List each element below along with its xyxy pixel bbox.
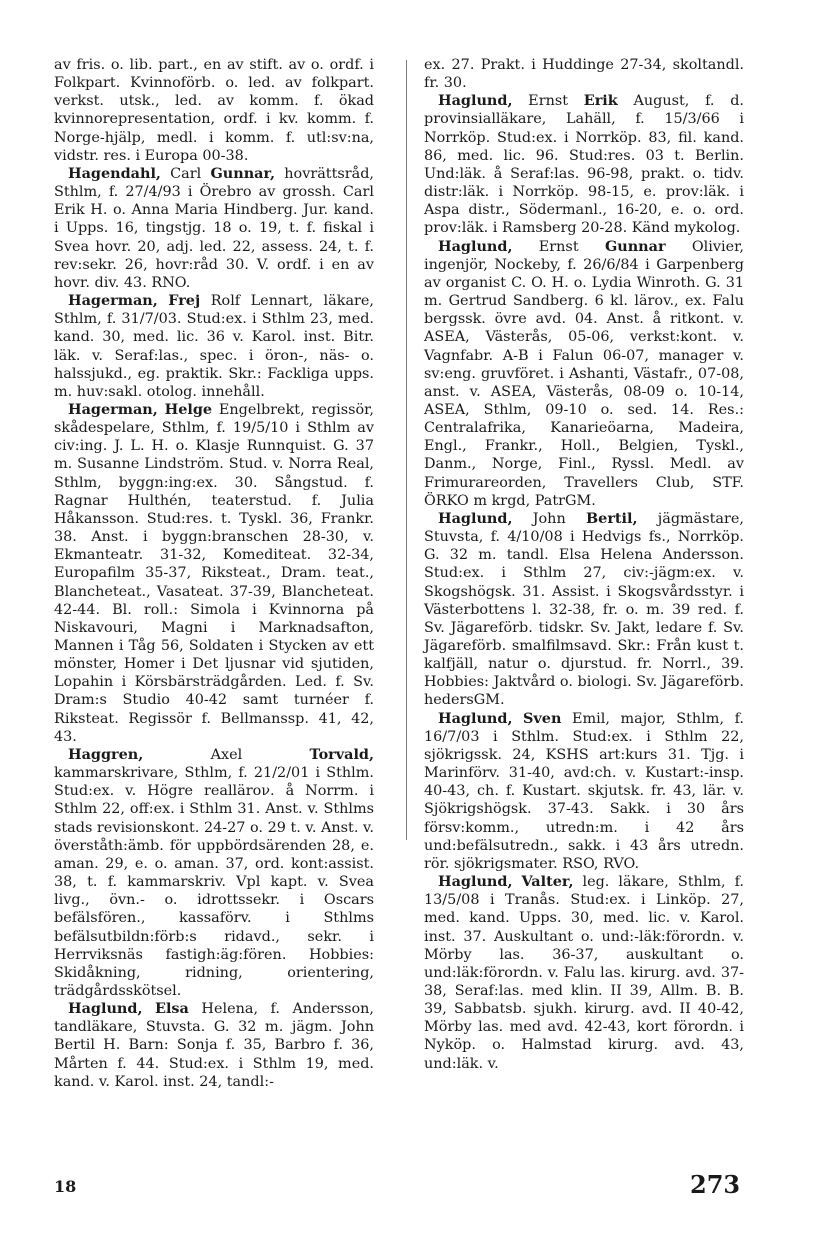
entry-firstname: Ernst — [512, 93, 584, 110]
entry-firstname — [158, 402, 165, 418]
entry-text: hovrättsråd, Sthlm, f. 27/4/93 i Örebro av grossh. Carl Erik H. o. Anna Maria Hindberg. Jur. kand. i Upps. 16, tingstjg. 18 o. 19, t. f. fiskal i Svea hovr. 20, adj. led. 22, assess. 24, t. f. rev:sekr. 26, hovr:råd 30. V. ordf. i en av hovr. div. 43. RNO. — [54, 165, 374, 291]
entry-text: kammarskrivare, Sthlm, f. 21/2/01 i Sthlm. Stud:ex. v. Högre realläroν. å Norrm. i Sthlm 22, off:ex. i Sthlm 31. Anst. v. Sthlms stads revisionskont. 24-27 o. 29 t. v. Anst. v. överståth:ämb. för uppbördsärenden 28, e. aman. 29, e. o. aman. 37, ord. kont:assist. 38, t. f. kammarskriv. Vpl kapt. v. Svea livg., övn.- o. idrottssekr. i Oscars befälsfören., kassaförv. i Sthlms befälsutbildn:förb:s ridavd., sekr. i Herrviksnäs fastigh:äg:fören. Hobbies: Skidåkning, ridning, orientering, trädgårdsskötsel. — [54, 765, 374, 999]
entry-hagendahl — [54, 165, 374, 292]
entry-surname: Hagerman, — [68, 400, 158, 418]
entry-surname: Haggren, — [68, 745, 144, 763]
entry-given-name: Gunnar, — [210, 164, 276, 182]
entry-given-name: Erik — [583, 92, 618, 110]
entry-surname: Haglund, — [68, 1000, 143, 1018]
entry-firstname: John — [512, 510, 586, 527]
entry-firstname — [158, 293, 169, 309]
column-divider — [406, 60, 407, 840]
entry-given-name: Valter, — [521, 873, 574, 891]
entry-haglund-bertil — [424, 510, 744, 710]
entry-firstname: Carl — [160, 165, 211, 182]
entry-haglund-sven — [424, 710, 744, 873]
entry-text: Engelbrekt, regissör, skådespelare, Sthlm, f. 19/5/10 i Sthlm av civ:ing. J. L. H. o. Klasje Runnquist. G. 37 m. Susanne Lindström. Stud. v. Norra Real, Sthlm, byggn:ing:ex. 30. Sångstud. f. Ragnar Hulthén, teaterstud. f. Julia Håkansson. Stud:res. t. Tyskl. 36, Frankr. 38. Anst. i byggn:branschen 28-30, v. Ekmanteatr. 31-32, Komediteat. 32-34, Europafilm 35-37, Riksteat., Dram. teat., Blancheteat., Vasateat. 37-39, Blancheteat. 42-44. Bl. roll.: Simola i Kvinnorna på Niskavouri, Magni i Marknadsafton, Mannen i Tåg 56, Soldaten i Stycken av ett mönster, Homer i Det ljusnar vid sjutiden, Lopahin i Körsbärsträdgården. Led. f. Sv. Dram:s Studio 40-42 samt turnéer f. Riksteat. Regissör f. Bellmanssp. 41, 42, 43. — [54, 401, 375, 745]
entry-surname: Haglund, — [438, 509, 513, 527]
left-column — [54, 56, 374, 1091]
right-column — [424, 56, 744, 1073]
entry-given-name: Bertil, — [586, 509, 638, 527]
entry-hagerman-frej — [54, 292, 374, 401]
entry-firstname: Axel — [143, 746, 310, 763]
entry-surname: Hagendahl, — [68, 164, 161, 182]
entry-text: Rolf Lennart, läkare, Sthlm, f. 31/7/03. Stud:ex. i Sthlm 23, med. kand. 30, med. lic. 36 v. Karol. inst. Bitr. läk. v. Seraf:las., spec. i öron-, näs- o. halssjukd., eg. praktik. Skr.: Fackliga upps. m. huv:sakl. otolog. innehåll. — [54, 293, 375, 400]
entry-surname: Haglund, — [438, 92, 513, 110]
entry-given-name: Elsa — [155, 1000, 189, 1018]
entry-text: Helena, f. Andersson, tandläkare, Stuvsta. G. 32 m. jägm. John Bertil H. Barn: Sonja f. 35, Barbro f. 36, Mårten f. 44. Stud:ex. i Sthlm 19, med. kand. v. Karol. inst. 24, tandl:- — [54, 1001, 375, 1090]
entry-haglund-elsa — [54, 1000, 374, 1091]
entry-firstname: Ernst — [512, 238, 605, 255]
entry-given-name: Torvald, — [309, 745, 374, 763]
entry-text: August, f. d. provinsialläkare, Lahäll, f. 15/3/66 i Norrköp. Stud:ex. i Norrköp. 83, fil. kand. 86, med. lic. 96. Stud:res. 03 t. Berlin. Und:läk. å Seraf:las. 96-98, prakt. o. tidv. distr:läk. i Norrköp. 98-15, e. prov:läk. i Aspa distr., Södermanl., 16-20, e. o. ord. prov:läk. i Ramsberg 20-28. Känd mykolog. — [424, 93, 744, 237]
entry-given-name: Frej — [168, 292, 201, 310]
page-number: 273 — [690, 1170, 741, 1199]
entry-firstname — [512, 711, 523, 727]
signature-marker: 18 — [54, 1177, 77, 1196]
entry-surname: Haglund, — [438, 709, 513, 727]
entry-haggren — [54, 746, 374, 1000]
continuation-text: ex. 27. Prakt. i Huddinge 27-34, skoltandl. fr. 30. — [424, 57, 744, 92]
entry-surname: Hagerman, — [68, 292, 158, 310]
entry-haglund-erik — [424, 92, 744, 237]
entry-surname: Haglund, — [438, 237, 513, 255]
continuation-text: av fris. o. lib. part., en av stift. av o. ordf. i Folkpart. Kvinnoförb. o. led. av folkpart. verkst. utsk., led. av komm. f. ökad kvinnorepresentation, ordf. i kv. komm. f. Norge-hjälp, medl. i komm. f. utl:sv:na, vidstr. res. i Europa 00-38. — [54, 57, 374, 164]
entry-given-name: Sven — [523, 709, 562, 727]
entry-given-name: Helge — [164, 400, 213, 418]
entry-haglund-gunnar — [424, 238, 744, 510]
entry-text: Olivier, ingenjör, Nockeby, f. 26/6/84 i Garpenberg av organist C. O. H. o. Lydia Winroth. G. 31 m. Gertrud Sandberg. 6 kl. lärov., ex. Falu bergssk. övre avd. 04. Anst. å ritkont. v. ASEA, Västerås, 05-06, verkst:kont. v. Vagnfabr. A-B i Falun 06-07, manager v. sv:eng. gruvföret. i Ashanti, Västafr., 07-08, anst. v. ASEA, Västerås, 08-09 o. 10-14, ASEA, Sthlm, 09-10 o. sed. 14. Res.: Centralafrika, Kanarieöarna, Madeira, Engl., Frankr., Holl., Belgien, Tyskl., Danm., Norge, Finl., Ryssl. Medl. av Frimurareorden, Travellers Club, STF. ÖRKO m krgd, PatrGM. — [424, 238, 744, 509]
entry-text: leg. läkare, Sthlm, f. 13/5/08 i Tranås. Stud:ex. i Linköp. 27, med. kand. Upps. 30, med. lic. v. Karol. inst. 37. Auskultant o. und:-läk:förordn. v. Mörby las. 36-37, auskultant o. und:läk:förordn. v. Falu las. kirurg. avd. 37-38, Seraf:las. med klin. II 39, Allm. B. B. 39, Sabbatsb. sjukh. kirurg. avd. II 40-42, Mörby las. med avd. 42-43, kort förordn. i Nyköp. o. Halmstad kirurg. avd. 43, und:läk. v. — [424, 874, 744, 1072]
entry-text: jägmästare, Stuvsta, f. 4/10/08 i Hedvigs fs., Norrköp. G. 32 m. tandl. Elsa Helena Andersson. Stud:ex. i Sthlm 27, civ:-jägm:ex. v. Skogshögsk. 31. Assist. i Skogsvårdsstyr. i Västerbottens l. 32-38, fr. o. m. 39 red. f. Sv. Jägareförb. tidskr. Sv. Jakt, ledare f. Sv. Jägareförb. smalfilmsavd. Skr.: Från kust t. kalfjäll, natur o. djurstud. fr. Norrl., 39. Hobbies: Jaktvård o. biologi. Sv. Jägareförb. hedersGM. — [424, 510, 744, 709]
entry-haglund-valter — [424, 873, 744, 1073]
entry-firstname — [142, 1001, 155, 1017]
entry-surname: Haglund, — [438, 873, 513, 891]
entry-hagerman-helge — [54, 401, 374, 746]
entry-text: Emil, major, Sthlm, f. 16/7/03 i Sthlm. Stud:ex. i Sthlm 22, sjökrigssk. 24, KSHS art:kurs 31. Tjg. i Marinförv. 31-40, avd:ch. v. Kustart:-insp. 40-43, ch. f. Kustart. skjutsk. fr. 43, lär. v. Sjökrigshögsk. 37-43. Sakk. i 30 års försv:komm., utredn:m. i 42 års und:befälsutredn., sakk. i 43 års utredn. rör. sjökrigsmater. RSO, RVO. — [424, 710, 744, 872]
entry-given-name: Gunnar — [604, 237, 666, 255]
